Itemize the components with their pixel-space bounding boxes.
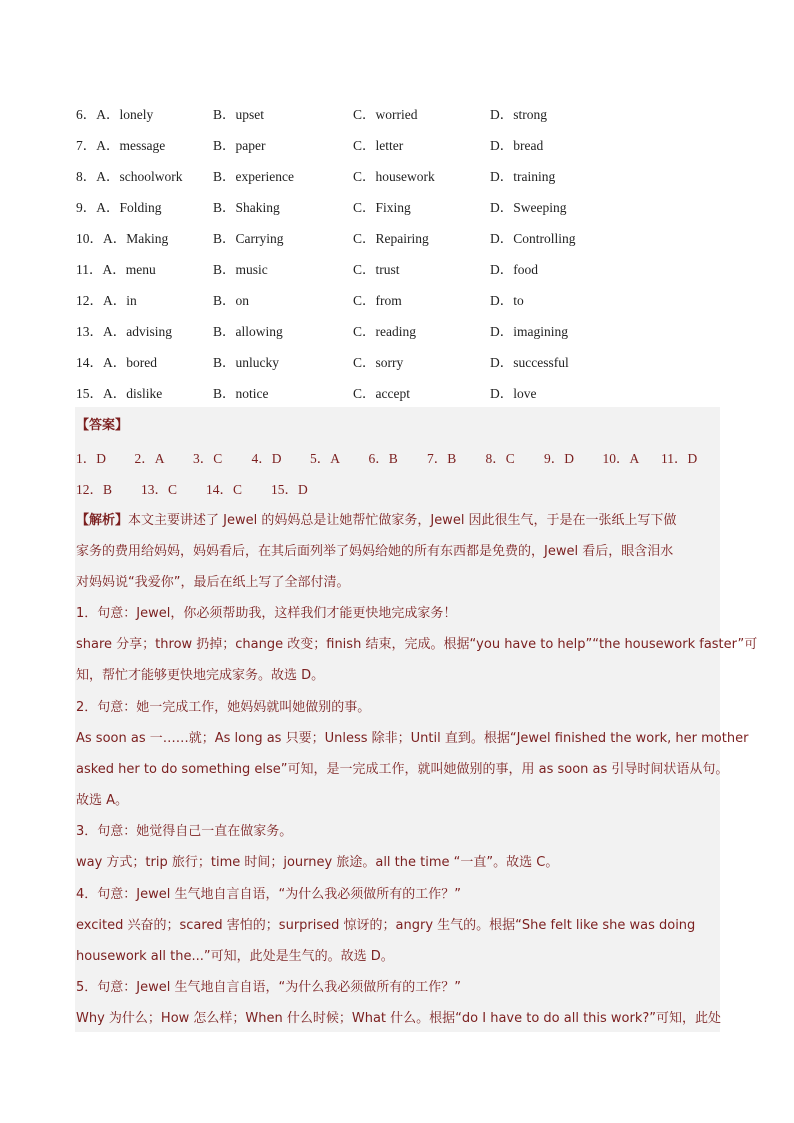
answer-item: 1．D	[76, 451, 106, 466]
option-b: B．paper	[213, 137, 266, 153]
question-row	[76, 346, 716, 377]
question-number: 10．	[76, 230, 103, 246]
answer-item: 4．D	[251, 451, 282, 466]
question-number: 15．	[76, 386, 103, 402]
answer-item: 7．B	[427, 451, 457, 466]
answer-item: 13．C	[141, 482, 178, 497]
option-a: A．advising	[103, 324, 172, 340]
option-c: C．letter	[353, 137, 404, 153]
explanation-line: 4．句意：Jewel 生气地自言自语，“为什么我必须做所有的工作？”	[76, 887, 461, 902]
option-b: B．unlucky	[213, 355, 279, 371]
explanation-line: 3．句意：她觉得自己一直在做家务。	[76, 824, 293, 839]
option-d: D．strong	[490, 106, 547, 122]
option-d: D．imagining	[490, 324, 568, 340]
answer-item: 6．B	[368, 451, 398, 466]
option-b: B．on	[213, 293, 250, 309]
explanation-line: asked her to do something else”可知，是一完成工作，就叫她做别的事，用 as soon as 引导时间状语从句。	[76, 762, 729, 777]
answer-item: 8．C	[485, 451, 515, 466]
option-d: D．bread	[490, 137, 544, 153]
question-number: 7．	[76, 137, 97, 153]
option-a: A．in	[103, 293, 137, 309]
option-c: C．housework	[353, 168, 435, 184]
option-d: D．Controlling	[490, 230, 576, 246]
option-b: B．music	[213, 262, 268, 278]
question-number: 12．	[76, 293, 103, 309]
question-number: 9．	[76, 199, 97, 215]
option-c: C．worried	[353, 106, 418, 122]
explanation-line: 2．句意：她一完成工作，她妈妈就叫她做别的事。	[76, 700, 371, 715]
question-row	[76, 128, 716, 159]
question-row	[76, 190, 716, 221]
option-b: B．experience	[213, 168, 294, 184]
explanation-line: Why 为什么；How 怎么样；When 什么时候；What 什么。根据“do I have to do all this work?”可知，此处	[76, 1011, 722, 1026]
option-d: D．training	[490, 168, 556, 184]
answer-item: 14．C	[206, 482, 243, 497]
option-c: C．Repairing	[353, 230, 429, 246]
explanation-line: 知，帮忙才能够更快地完成家务。故选 D。	[76, 668, 325, 683]
question-row	[76, 315, 716, 346]
question-row	[76, 284, 716, 315]
question-row	[76, 159, 716, 190]
option-d: D．love	[490, 386, 537, 402]
analysis-line-1: 【解析】本文主要讲述了 Jewel 的妈妈总是让她帮忙做家务，Jewel 因此很生气，于是在一张纸上写下做	[76, 513, 677, 528]
option-a: A．message	[96, 137, 166, 153]
option-a: A．menu	[102, 262, 156, 278]
option-c: C．Fixing	[353, 199, 411, 215]
option-b: B．notice	[213, 386, 269, 402]
answer-item: 15．D	[271, 482, 308, 497]
option-c: C．sorry	[353, 355, 404, 371]
question-list	[76, 97, 716, 408]
question-row	[76, 221, 716, 252]
analysis-line-2: 家务的费用给妈妈，妈妈看后，在其后面列举了妈妈给她的所有东西都是免费的，Jewel 看后，眼含泪水	[76, 544, 674, 559]
answer-item: 12．B	[76, 482, 113, 497]
question-number: 8．	[76, 168, 97, 184]
answer-item: 3．C	[193, 451, 223, 466]
explanation-line: 5．句意：Jewel 生气地自言自语，“为什么我必须做所有的工作？”	[76, 980, 461, 995]
question-number: 14．	[76, 355, 103, 371]
answer-key-row-2	[76, 478, 336, 498]
explanation-line: way 方式；trip 旅行；time 时间；journey 旅途。all the time “一直”。故选 C。	[76, 855, 559, 870]
answer-heading: 【答案】	[76, 418, 129, 433]
explanation-line: share 分享；throw 扔掉；change 改变；finish 结束，完成。根据“you have to help”“the housework faster”可	[76, 637, 758, 652]
option-a: A．dislike	[103, 386, 163, 402]
answer-item: 5．A	[310, 451, 340, 466]
question-row	[76, 97, 716, 128]
question-row	[76, 252, 716, 283]
option-b: B．Carrying	[213, 230, 284, 246]
option-c: C．from	[353, 293, 402, 309]
answer-item: 9．D	[544, 451, 574, 466]
option-b: B．allowing	[213, 324, 283, 340]
option-d: D．to	[490, 293, 524, 309]
option-b: B．upset	[213, 106, 265, 122]
option-a: A．bored	[103, 355, 157, 371]
question-number: 11．	[76, 262, 103, 278]
explanation-line: housework all the...”可知，此处是生气的。故选 D。	[76, 949, 394, 964]
option-c: C．accept	[353, 386, 410, 402]
option-a: A．schoolwork	[96, 168, 183, 184]
analysis-heading: 【解析】	[76, 513, 129, 528]
option-a: A．Folding	[96, 199, 162, 215]
option-d: D．Sweeping	[490, 199, 567, 215]
explanation-line: As soon as 一……就；As long as 只要；Unless 除非；Until 直到。根据“Jewel finished the work, her mother	[76, 731, 749, 746]
option-d: D．successful	[490, 355, 569, 371]
analysis-line-3: 对妈妈说“我爱你”，最后在纸上写了全部付清。	[76, 575, 350, 590]
explanation-line: 故选 A。	[76, 793, 129, 808]
option-c: C．trust	[353, 262, 400, 278]
answer-key-row-1	[76, 447, 701, 467]
answer-item: 2．A	[134, 451, 165, 466]
answer-item: 10．A	[602, 451, 640, 466]
option-d: D．food	[490, 262, 538, 278]
answer-item: 11．D	[661, 451, 698, 466]
option-a: A．Making	[103, 230, 169, 246]
explanation-line: excited 兴奋的；scared 害怕的；surprised 惊讶的；angry 生气的。根据“She felt like she was doing	[76, 918, 696, 933]
option-a: A．lonely	[96, 106, 154, 122]
question-row	[76, 377, 716, 408]
explanation-line: 1．句意：Jewel，你必须帮助我，这样我们才能更快地完成家务！	[76, 606, 457, 621]
answer-explanation-block	[75, 407, 720, 1032]
option-b: B．Shaking	[213, 199, 280, 215]
option-c: C．reading	[353, 324, 416, 340]
question-number: 13．	[76, 324, 103, 340]
question-number: 6．	[76, 106, 97, 122]
